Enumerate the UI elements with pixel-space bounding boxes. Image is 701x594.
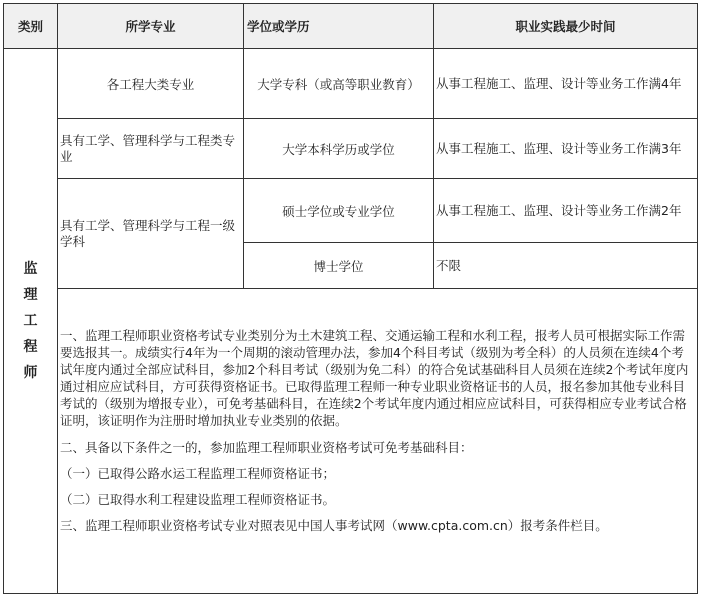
header-degree: 学位或学历 <box>244 4 434 49</box>
degree-cell: 博士学位 <box>244 243 434 289</box>
header-category: 类别 <box>4 4 58 49</box>
note-paragraph: 二、具备以下条件之一的，参加监理工程师职业资格考试可免考基础科目： <box>60 440 473 455</box>
note-paragraph: （一）已取得公路水运工程监理工程师资格证书； <box>60 466 336 481</box>
category-char: 理 <box>23 287 38 303</box>
category-char: 监 <box>23 261 38 277</box>
major-cell: 具有工学、管理科学与工程一级学科 <box>58 179 244 289</box>
major-cell: 各工程大类专业 <box>58 49 244 119</box>
category-cell <box>4 49 58 594</box>
experience-cell: 从事工程施工、监理、设计等业务工作满3年 <box>434 119 698 179</box>
header-row <box>4 4 698 49</box>
note-paragraph: （二）已取得水利工程建设监理工程师资格证书。 <box>60 492 336 507</box>
category-char: 师 <box>23 365 38 381</box>
degree-cell: 大学专科（或高等职业教育） <box>244 49 434 119</box>
table-row <box>4 49 698 119</box>
table-row <box>4 179 698 243</box>
note-paragraph: 三、监理工程师职业资格考试专业对照表见中国人事考试网（www.cpta.com.cn）报考条件栏目。 <box>60 518 608 533</box>
experience-cell: 不限 <box>434 243 698 289</box>
notes-cell <box>58 289 698 594</box>
header-experience: 职业实践最少时间 <box>434 4 698 49</box>
experience-cell: 从事工程施工、监理、设计等业务工作满4年 <box>434 49 698 119</box>
degree-cell: 硕士学位或专业学位 <box>244 179 434 243</box>
header-major: 所学专业 <box>58 4 244 49</box>
major-cell: 具有工学、管理科学与工程类专业 <box>58 119 244 179</box>
note-paragraph: 一、监理工程师职业资格考试专业类别分为土木建筑工程、交通运输工程和水利工程，报考人员可根据实际工作需要选报其一。成绩实行4年为一个周期的滚动管理办法，参加4个科目考试（级别为考全科）的人员须在连续4个考试年度内通过全部应试科目，参加2个科目考试（级别为免二科）的符合免试基础科目人员须在连续2个考试年度内通过相应应试科目，方可获得资格证书。已取得监理工程师一种专业职业资格证书的人员，报名参加其他专业科目考试的（级别为增报专业），可免考基础科目，在连续2个考试年度内通过相应应试科目，可获得相应专业考试合格证明，该证明作为注册时增加执业专业类别的依据。 <box>60 328 689 428</box>
requirements-table <box>3 3 698 594</box>
table-row <box>4 119 698 179</box>
notes-row <box>4 289 698 594</box>
degree-cell: 大学本科学历或学位 <box>244 119 434 179</box>
category-char: 程 <box>23 339 38 355</box>
category-char: 工 <box>23 313 38 329</box>
experience-cell: 从事工程施工、监理、设计等业务工作满2年 <box>434 179 698 243</box>
